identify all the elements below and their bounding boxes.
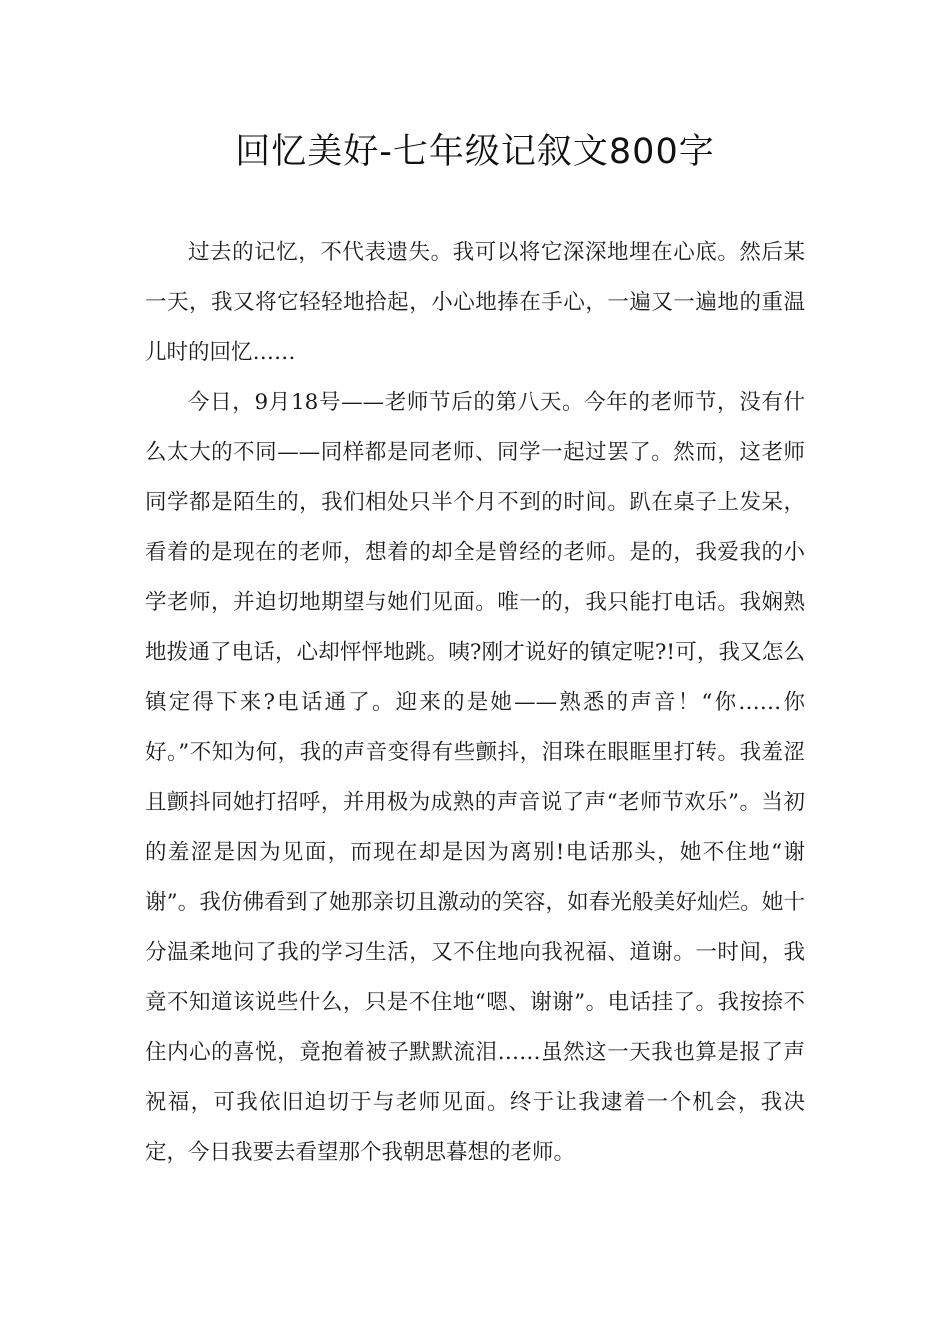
document-body [145,228,805,1178]
paragraph-2: 今日，9月18号——老师节后的第八天。今年的老师节，没有什么太大的不同——同样都是同老师、同学一起过罢了。然而，这老师同学都是陌生的，我们相处只半个月不到的时间。趴在桌子上发呆，看着的是现在的老师，想着的却全是曾经的老师。是的，我爱我的小学老师，并迫切地期望与她们见面。唯一的，我只能打电话。我娴熟地拨通了电话，心却怦怦地跳。咦?刚才说好的镇定呢?!可，我又怎么镇定得下来?电话通了。迎来的是她——熟悉的声音！“你……你好。”不知为何，我的声音变得有些颤抖，泪珠在眼眶里打转。我羞涩且颤抖同她打招呼，并用极为成熟的声音说了声“老师节欢乐”。当初的羞涩是因为见面，而现在却是因为离别!电话那头，她不住地“谢谢”。我仿佛看到了她那亲切且激动的笑容，如春光般美好灿烂。她十分温柔地问了我的学习生活，又不住地向我祝福、道谢。一时间，我竟不知道该说些什么，只是不住地“嗯、谢谢”。电话挂了。我按捺不住内心的喜悦，竟抱着被子默默流泪……虽然这一天我也算是报了声祝福，可我依旧迫切于与老师见面。终于让我逮着一个机会，我决定，今日我要去看望那个我朝思暮想的老师。 [145,390,805,1165]
document-title: 回忆美好-七年级记叙文800字 [235,132,715,172]
paragraph-1: 过去的记忆，不代表遗失。我可以将它深深地埋在心底。然后某一天，我又将它轻轻地拾起，小心地捧在手心，一遍又一遍地的重温儿时的回忆…… [145,240,805,365]
